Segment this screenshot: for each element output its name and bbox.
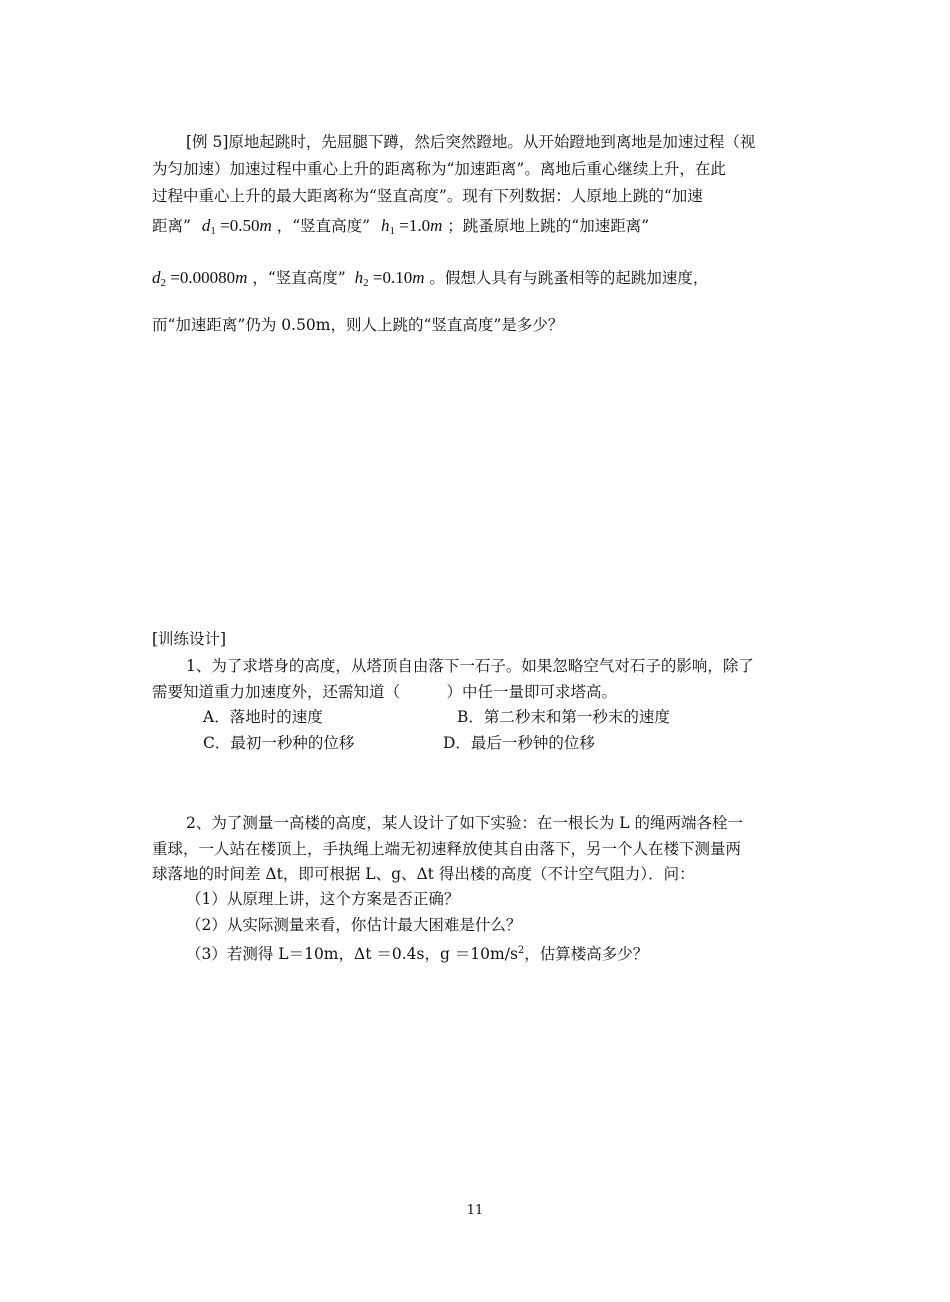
example5-line-2: 为匀加速）加速过程中重心上升的距离称为“加速距离”。离地后重心继续上升，在此 bbox=[152, 160, 726, 178]
q2-line-3: 球落地的时间差 Δt，即可根据 L、g、Δt 得出楼的高度（不计空气阻力）．问： bbox=[152, 865, 695, 883]
formula-d1: $d_1 =0.50m$ bbox=[201, 216, 272, 237]
formula-h1: $h_1 =1.0m$ bbox=[380, 216, 443, 237]
q2-sub-3: （3）若测得 L＝10m，Δt ＝0.4s，$g =10m/s^2$，估算楼高多少？ bbox=[186, 945, 649, 963]
example5-line-4: 距离” $d_1 =0.50m$ ，“竖直高度” $h_1 =1.0m$ ；跳蚤原地上跳的“加速距离” bbox=[152, 216, 650, 237]
q2-sub-2: （2）从实际测量来看，你估计最大困难是什么？ bbox=[186, 916, 522, 934]
example5-line-3: 过程中重心上升的最大距离称为“竖直高度”。现有下列数据：人原地上跳的“加速 bbox=[152, 187, 703, 205]
formula-h2: $h_2 =0.10m$ bbox=[354, 268, 425, 289]
page-number: 11 bbox=[466, 1203, 484, 1218]
training-heading: [训练设计] bbox=[152, 630, 227, 648]
example5-line-6: 而“加速距离”仍为 0.50m，则人上跳的“竖直高度”是多少？ bbox=[152, 316, 564, 334]
q2-sub-1: （1）从原理上讲，这个方案是否正确？ bbox=[186, 890, 460, 908]
q1-option-a: A．落地时的速度 bbox=[203, 708, 323, 726]
q1-option-d: D．最后一秒钟的位移 bbox=[443, 734, 595, 752]
q1-option-b: B．第二秒末和第一秒末的速度 bbox=[457, 708, 670, 726]
example5-line-1: [例 5]原地起跳时，先屈腿下蹲，然后突然蹬地。从开始蹬地到离地是加速过程（视 bbox=[186, 133, 756, 151]
example5-line-5: $d_2 =0.00080m$ ，“竖直高度” $h_2 =0.10m$ 。假想人具有与跳蚤相等的起跳加速度， bbox=[152, 268, 709, 289]
q1-line-2: 需要知道重力加速度外，还需知道（ ）中任一量即可求塔高。 bbox=[152, 683, 618, 701]
q1-option-c: C．最初一秒种的位移 bbox=[203, 734, 355, 752]
q1-line-1: 1、为了求塔身的高度，从塔顶自由落下一石子。如果忽略空气对石子的影响，除了 bbox=[186, 657, 754, 675]
q2-line-2: 重球，一人站在楼顶上，手执绳上端无初速释放使其自由落下，另一个人在楼下测量两 bbox=[152, 840, 742, 858]
formula-d2: $d_2 =0.00080m$ bbox=[152, 268, 248, 289]
q2-line-1: 2、为了测量一高楼的高度，某人设计了如下实验：在一根长为 L 的绳两端各栓一 bbox=[186, 814, 744, 832]
